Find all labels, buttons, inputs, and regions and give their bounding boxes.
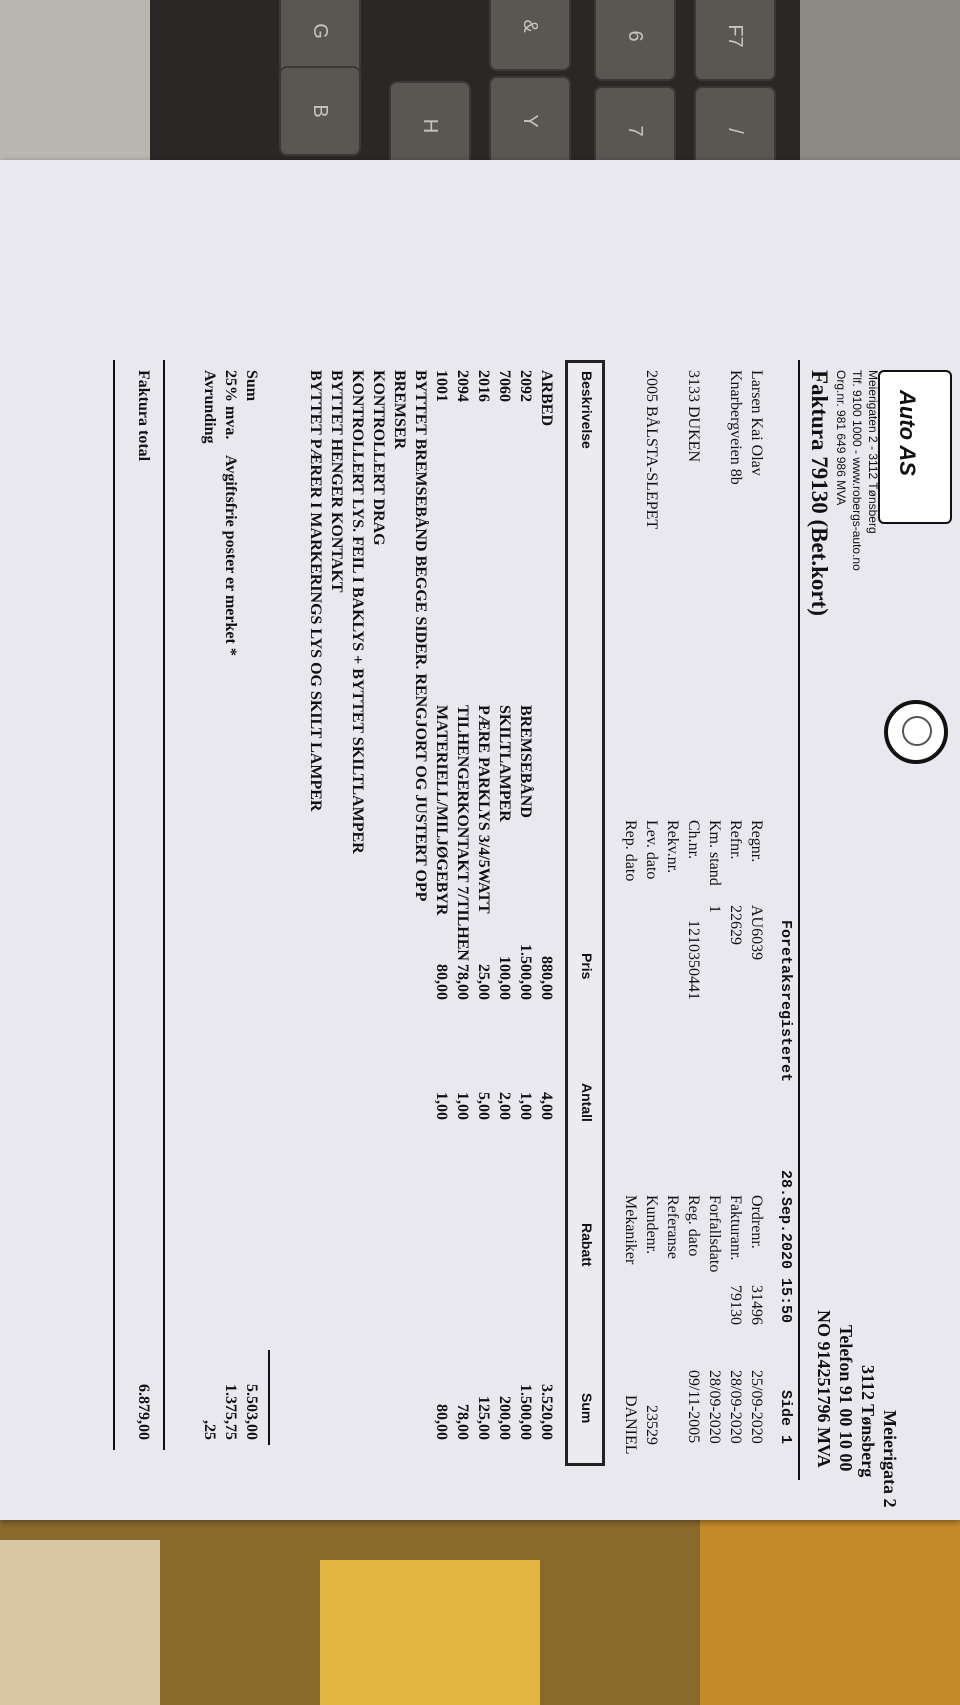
- field-label: Lev. dato: [643, 820, 660, 880]
- field-label: Mekaniker: [622, 1195, 639, 1265]
- work-note: KONTROLLERT LYS. FEIL I BAKLYS + BYTTET SKILTLAMPER: [349, 370, 366, 854]
- total-value: 6.879,00: [135, 1384, 152, 1440]
- row-price: 880,00: [538, 956, 555, 1000]
- mva-note: Avgiftsfrie poster er merket *: [222, 455, 239, 656]
- row-sum: 1.500,00: [517, 1384, 534, 1440]
- field-label: Regnr.: [748, 820, 765, 863]
- field-date: 28/09-2020: [706, 1370, 723, 1444]
- field-value: 79130: [727, 1285, 744, 1325]
- field-value: 31496: [748, 1285, 765, 1325]
- row-code: 7060: [496, 370, 513, 402]
- company-street: Meierigata 2: [880, 1410, 900, 1508]
- field-label: Reg. dato: [685, 1195, 702, 1257]
- customer-street: Knarbergveien 8b: [727, 370, 744, 485]
- work-note: BYTTET PÆRER I MARKERINGS LYS OG SKILT LAMPER: [307, 370, 324, 812]
- field-label: Km. stand: [706, 820, 723, 886]
- column-header-quantity: Antall: [579, 1083, 595, 1122]
- field-label: Kundenr.: [643, 1195, 660, 1255]
- rounding-value: ,25: [201, 1420, 218, 1440]
- column-header-price: Pris: [579, 953, 595, 980]
- field-label: Forfallsdato: [706, 1195, 723, 1273]
- field-date: 25/09-2020: [748, 1370, 765, 1444]
- row-quantity: 1,00: [433, 1092, 450, 1120]
- row-quantity: 2,00: [496, 1092, 513, 1120]
- field-label: Refnr.: [727, 820, 744, 860]
- row-quantity: 5,00: [475, 1092, 492, 1120]
- header-rule: [798, 360, 800, 1480]
- sum-rule: [268, 1350, 270, 1445]
- row-code: 2016: [475, 370, 492, 402]
- keyboard-key: &: [489, 0, 571, 71]
- rounding-label: Avrunding: [201, 370, 218, 444]
- field-date: 28/09-2020: [727, 1370, 744, 1444]
- total-label: Faktura total: [135, 370, 152, 462]
- mva-value: 1.375,75: [222, 1384, 239, 1440]
- company-org: Org.nr. 981 649 986 MVA: [834, 370, 848, 506]
- invoice-datetime: 28.Sep.2020 15:50: [777, 1170, 794, 1324]
- field-value: 22629: [727, 905, 744, 945]
- row-quantity: 1,00: [454, 1092, 471, 1120]
- row-price: 100,00: [496, 956, 513, 1000]
- row-quantity: 1,00: [517, 1092, 534, 1120]
- customer-postal: 3133 DUKEN: [685, 370, 702, 462]
- work-note: KONTROLLERT DRAG: [370, 370, 387, 546]
- field-label: Ordrenr.: [748, 1195, 765, 1249]
- field-label: Ch.nr.: [685, 820, 702, 860]
- row-description: PÆRE PARKLYS 3/4/5WATT: [475, 705, 492, 914]
- field-label: Rep. dato: [622, 820, 639, 882]
- row-description: BREMSEBÅND: [517, 705, 534, 818]
- sum-value: 5.503,00: [243, 1384, 260, 1440]
- keyboard-key: H: [389, 81, 471, 171]
- work-note: BREMSER: [391, 370, 408, 450]
- work-note: BYTTET BREMSEBÅND BEGGE SIDER. RENGJORT OG JUSTERT OPP: [412, 370, 429, 902]
- keyboard-key: F7: [694, 0, 776, 81]
- keyboard-key: 6: [594, 0, 676, 81]
- keyboard-key: Y: [489, 76, 571, 166]
- company-city: 3112 Tønsberg: [858, 1365, 878, 1478]
- field-date: DANIEL: [622, 1395, 639, 1455]
- row-code: 2092: [517, 370, 534, 402]
- field-date: 23529: [643, 1405, 660, 1445]
- row-quantity: 4,00: [538, 1092, 555, 1120]
- work-note: BYTTET HENGER KONTAKT: [328, 370, 345, 593]
- mva-label: 25% mva.: [222, 370, 239, 440]
- customer-vehicle: 2005 BÅLSTA-SLEPET: [643, 370, 660, 530]
- row-price: 1.500,00: [517, 944, 534, 1000]
- invoice-title: Faktura 79130 (Bet.kort): [807, 370, 832, 616]
- row-description: SKILTLAMPER: [496, 705, 513, 822]
- company-address: Meierigaten 2 - 3112 Tønsberg: [866, 370, 880, 534]
- row-price: 78,00: [454, 964, 471, 1000]
- row-code: 1001: [433, 370, 450, 402]
- company-mva: NO 914251796 MVA: [814, 1310, 834, 1468]
- field-value: 1: [706, 905, 723, 913]
- company-phone: Telefon 91 00 10 00: [836, 1325, 856, 1472]
- keyboard-key: G: [279, 0, 361, 76]
- field-label: Rekv.nr.: [664, 820, 681, 874]
- row-sum: 125,00: [475, 1396, 492, 1440]
- invoice-content: [60, 360, 960, 1660]
- column-header-discount: Rabatt: [579, 1223, 595, 1267]
- column-header-description: Beskrivelse: [579, 371, 595, 449]
- row-price: 25,00: [475, 964, 492, 1000]
- keyboard-key: B: [279, 66, 361, 156]
- customer-name: Larsen Kai Olav: [748, 370, 765, 476]
- row-sum: 80,00: [433, 1404, 450, 1440]
- register-label: Foretaksregisteret: [777, 920, 794, 1083]
- company-contact: Tlf. 9100 1000 - www.robergs-auto.no: [850, 370, 864, 571]
- row-price: 80,00: [433, 964, 450, 1000]
- field-value: AU6039: [748, 905, 765, 961]
- company-logo: [878, 370, 952, 524]
- field-date: 09/11-2005: [685, 1370, 702, 1444]
- certification-seal: [884, 700, 948, 764]
- row-sum: 78,00: [454, 1404, 471, 1440]
- row-code: ARBED: [538, 370, 555, 427]
- field-value: 1210350441: [685, 920, 702, 1000]
- keyboard-key: 7: [594, 86, 676, 176]
- laptop-edge: [800, 0, 960, 180]
- table-header: [565, 360, 605, 1466]
- total-rule-top: [163, 360, 165, 1450]
- field-label: Referanse: [664, 1195, 681, 1259]
- page-number: Side 1: [777, 1390, 794, 1445]
- row-code: 2094: [454, 370, 471, 402]
- sum-label: Sum: [243, 370, 260, 402]
- total-rule-bottom: [113, 360, 115, 1450]
- row-description: TILHENGERKONTAKT 7/TILHEN: [454, 705, 471, 961]
- row-sum: 3.520,00: [538, 1384, 555, 1440]
- logo-text: Auto AS: [895, 390, 920, 476]
- field-label: Fakturanr.: [727, 1195, 744, 1261]
- row-sum: 200,00: [496, 1396, 513, 1440]
- keyboard-key: /: [694, 86, 776, 176]
- invoice-paper: [0, 160, 960, 1520]
- row-description: MATERIELL/MILJØGEBYR: [433, 705, 450, 916]
- column-header-sum: Sum: [579, 1393, 595, 1424]
